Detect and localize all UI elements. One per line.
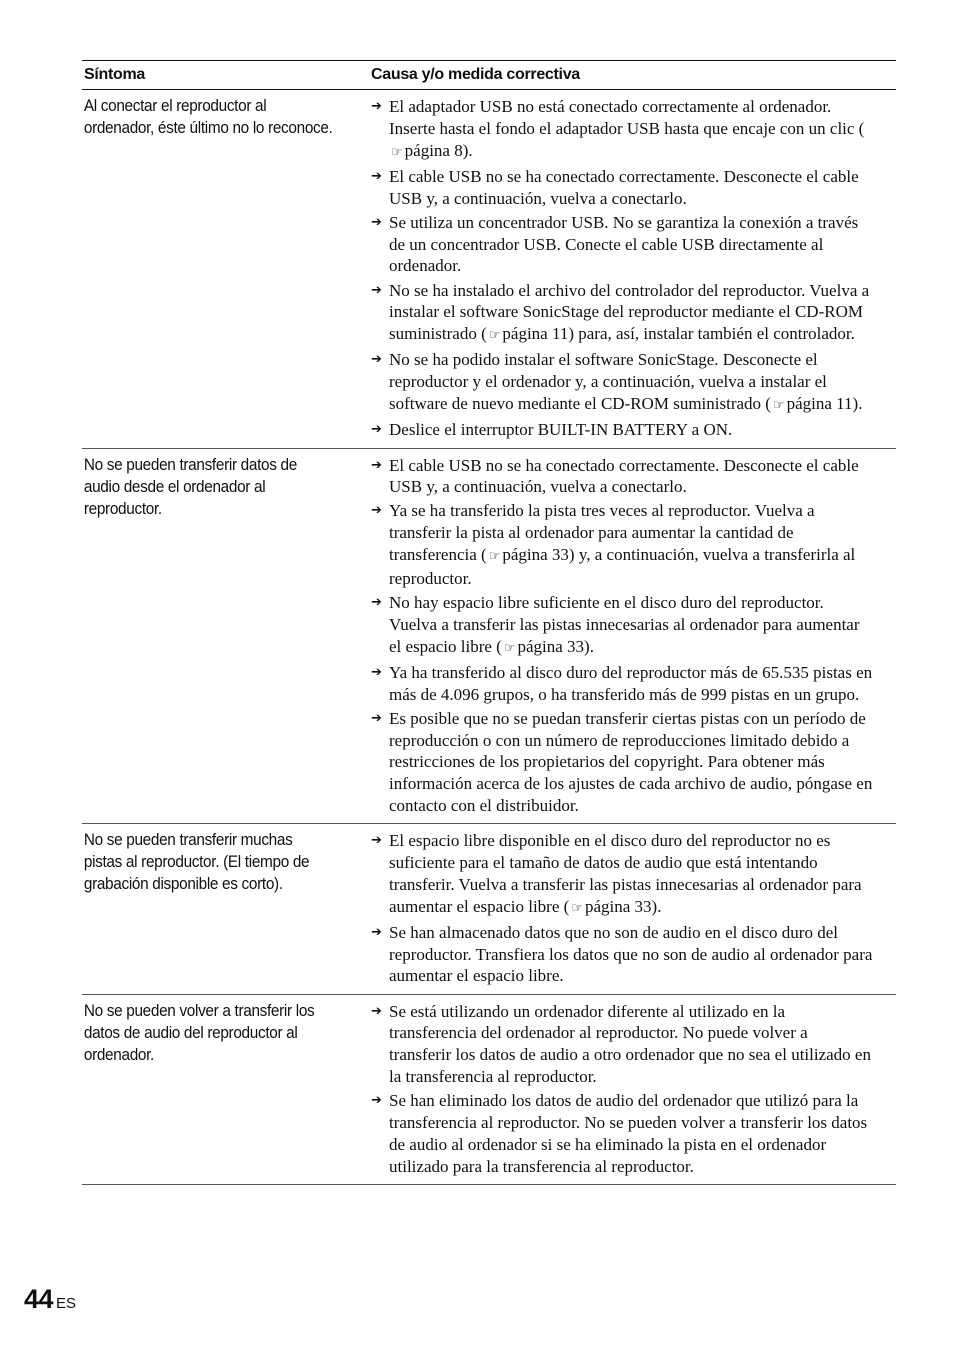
- arrow-right-icon: ➔: [371, 457, 382, 473]
- cause-text: [389, 662, 896, 706]
- page-footer: [24, 1284, 76, 1315]
- cause-text: [389, 166, 896, 210]
- cause-text: [389, 212, 896, 277]
- arrow-right-icon: ➔: [371, 595, 382, 611]
- symptom-cell: No se pueden volver a transferir los datos de audio del reproductor al ordenador.: [83, 1001, 315, 1064]
- cause-text-main: Deslice el interruptor BUILT-IN BATTERY a ON.: [389, 420, 733, 440]
- arrow-right-icon: ➔: [371, 503, 382, 519]
- cause-item: [371, 349, 896, 416]
- cause-item: [371, 280, 896, 347]
- language-code: ES: [56, 1295, 77, 1312]
- arrow-right-icon: ➔: [371, 924, 382, 940]
- cause-text: [389, 280, 896, 347]
- arrow-right-icon: ➔: [371, 710, 382, 726]
- cause-item: [371, 212, 896, 277]
- cause-cell: [371, 95, 896, 444]
- cause-item: [371, 592, 896, 659]
- cause-text-tail: ).: [852, 393, 863, 413]
- cause-header: Causa y/o medida correctiva: [371, 66, 580, 83]
- cause-text: [389, 455, 896, 499]
- table-row: [82, 995, 896, 1185]
- page-reference-link[interactable]: página 33: [502, 545, 569, 565]
- cause-text-main: No se ha podido instalar el software SonicStage. Desconecte el reproductor y el ordenador y, a continuación, vuelva a instalar el software de nuevo mediante el CD-ROM suministrado (: [389, 350, 827, 413]
- cause-text-main: No hay espacio libre suficiente en el disco duro del reproductor. Vuelva a transferir las pistas innecesarias al ordenador para aumentar el espacio libre (: [389, 593, 860, 656]
- page-reference-link[interactable]: página 11: [786, 393, 853, 413]
- arrow-right-icon: ➔: [371, 833, 382, 849]
- cause-text: [389, 830, 896, 919]
- cause-text: [389, 349, 896, 416]
- cause-item: [371, 662, 896, 706]
- cause-item: [371, 455, 896, 499]
- page-reference-link[interactable]: página 33: [584, 896, 652, 916]
- cause-text-main: No se ha instalado el archivo del controlador del reproductor. Vuelva a instalar el software SonicStage del reproductor mediante el CD-ROM suministrado (: [389, 280, 870, 344]
- pointing-hand-icon: ☞: [571, 900, 583, 916]
- cause-text: [389, 96, 896, 163]
- table-row: [82, 824, 896, 994]
- cause-text-main: Se utiliza un concentrador USB. No se garantiza la conexión a través de un concentrador USB. Conecte el cable USB directamente al ordenador.: [389, 212, 859, 276]
- cause-text: [389, 419, 896, 441]
- cause-item: [371, 922, 896, 987]
- cause-text-main: Se han eliminado los datos de audio del ordenador que utilizó para la transferencia al reproductor. No se pueden volver a transferir los datos de audio al ordenador si se ha eliminado la pista en el ordenador utilizado para la transferencia al reproductor.: [389, 1091, 868, 1176]
- cause-text: [389, 1090, 896, 1177]
- cause-text-tail: ).: [462, 140, 473, 160]
- pointing-hand-icon: ☞: [488, 328, 501, 344]
- symptom-cell: Al conectar el reproductor al ordenador, éste último no lo reconoce.: [83, 97, 333, 137]
- arrow-right-icon: ➔: [371, 1003, 382, 1019]
- cause-cell: [371, 454, 896, 820]
- cause-text-tail: ).: [584, 636, 594, 656]
- cause-text-main: Ya ha transferido al disco duro del reproductor más de 65.535 pistas en más de 4.096 grupos, o ha transferido más de 999 pistas en un grupo.: [389, 662, 873, 704]
- cause-text-tail: ) y, a continuación, vuelva a transferirla al reproductor.: [389, 545, 856, 588]
- cause-item: [371, 96, 896, 163]
- cause-text-main: Se han almacenado datos que no son de audio en el disco duro del reproductor. Transfiera los datos que no son de audio al ordenador para aumentar el espacio libre.: [389, 922, 873, 986]
- cause-text-main: Se está utilizando un ordenador diferente al utilizado en la transferencia del ordenador al reproductor. No puede volver a transferir los datos de audio a otro ordenador que no sea el utilizado en la transferencia al reproductor.: [389, 1001, 871, 1086]
- arrow-right-icon: ➔: [371, 664, 382, 680]
- page-number: 44: [24, 1284, 54, 1314]
- table-row: [82, 449, 896, 825]
- symptom-cell: No se pueden transferir datos de audio desde el ordenador al reproductor.: [83, 455, 297, 518]
- page-reference-link[interactable]: página 8: [404, 140, 463, 160]
- cause-text: [389, 592, 896, 659]
- arrow-right-icon: ➔: [371, 1093, 382, 1109]
- arrow-right-icon: ➔: [371, 214, 382, 230]
- cause-text-main: Ya se ha transferido la pista tres veces al reproductor. Vuelva a transferir la pista al ordenador para aumentar la cantidad de transferencia (: [389, 501, 815, 565]
- cause-text-main: El espacio libre disponible en el disco duro del reproductor no es suficiente para el tamaño de datos de audio que está intentando transferir. Vuelva a transferir las pistas innecesarias al ordenador para aumentar el espacio libre (: [389, 831, 862, 916]
- pointing-hand-icon: ☞: [503, 640, 516, 656]
- cause-cell: [371, 1000, 896, 1180]
- cause-text-main: El cable USB no se ha conectado correctamente. Desconecte el cable USB y, a continuación, vuelva a conectarlo.: [389, 455, 859, 497]
- arrow-right-icon: ➔: [371, 282, 382, 298]
- cause-text-tail: ).: [651, 896, 662, 916]
- cause-item: [371, 1090, 896, 1177]
- pointing-hand-icon: ☞: [488, 549, 501, 565]
- cause-text-tail: ) para, así, instalar también el controlador.: [568, 324, 855, 344]
- troubleshooting-table: [82, 60, 896, 1185]
- cause-item: [371, 1001, 896, 1088]
- arrow-right-icon: ➔: [371, 352, 382, 368]
- table-row: [82, 90, 896, 449]
- cause-item: [371, 166, 896, 210]
- pointing-hand-icon: ☞: [772, 397, 785, 413]
- cause-text-main: El adaptador USB no está conectado correctamente al ordenador. Inserte hasta el fondo el adaptador USB hasta que encaje con un clic (: [389, 97, 865, 138]
- cause-text-main: El cable USB no se ha conectado correctamente. Desconecte el cable USB y, a continuación, vuelva a conectarlo.: [389, 166, 859, 208]
- cause-item: [371, 830, 896, 919]
- table-header: [82, 60, 896, 90]
- cause-text: [389, 708, 896, 817]
- cause-item: [371, 500, 896, 589]
- cause-cell: [371, 829, 896, 989]
- cause-item: [371, 708, 896, 817]
- table-body: [82, 90, 896, 1185]
- symptom-cell: No se pueden transferir muchas pistas al reproductor. (El tiempo de grabación disponible es corto).: [83, 831, 310, 894]
- cause-text: [389, 1001, 896, 1088]
- arrow-right-icon: ➔: [371, 99, 382, 114]
- page-reference-link[interactable]: página 33: [517, 636, 585, 656]
- cause-text-main: Es posible que no se puedan transferir ciertas pistas con un período de reproducción o con un número de reproducciones limitado debido a restricciones de los propietarios del copyright. Para obtener más información acerca de los ajustes de cada archivo de audio, póngase en contacto con el distribuidor.: [389, 708, 873, 816]
- pointing-hand-icon: ☞: [391, 144, 403, 160]
- cause-item: [371, 419, 896, 441]
- cause-text: [389, 500, 896, 589]
- cause-text: [389, 922, 896, 987]
- arrow-right-icon: ➔: [371, 422, 382, 438]
- arrow-right-icon: ➔: [371, 168, 382, 184]
- page-reference-link[interactable]: página 11: [502, 324, 569, 344]
- symptom-header: Síntoma: [84, 66, 146, 83]
